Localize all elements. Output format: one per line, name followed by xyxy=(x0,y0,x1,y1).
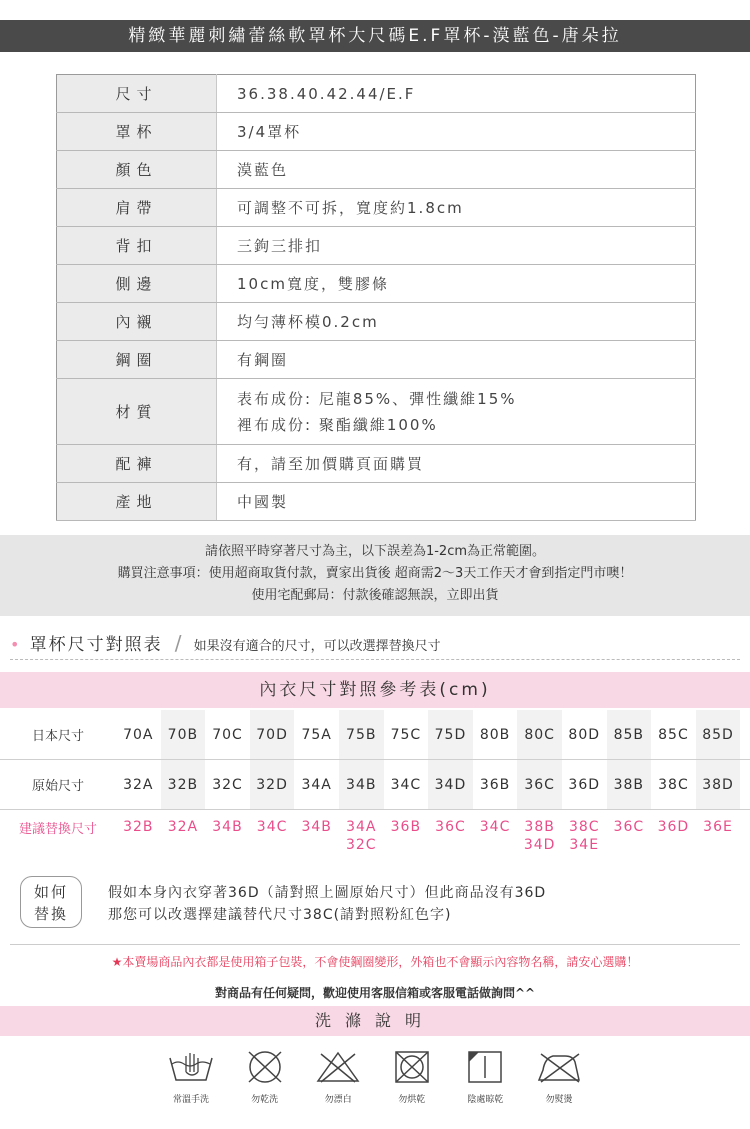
size-cell: 36B xyxy=(479,776,511,793)
size-cell: 34C xyxy=(256,819,288,835)
wash-icons xyxy=(160,1050,590,1105)
spec-key: 配褲 xyxy=(57,445,217,483)
how-to-swap-badge xyxy=(20,876,82,928)
size-cell: 38C 34E xyxy=(568,819,600,853)
spec-value xyxy=(217,303,696,341)
size-cell: 32C xyxy=(212,776,243,793)
spec-row xyxy=(57,265,696,303)
wash-label: 陰處晾乾 xyxy=(467,1095,504,1105)
spec-value-line: 10cm寬度，雙膠條 xyxy=(237,274,389,293)
size-cell: 70B xyxy=(161,710,206,759)
spec-table xyxy=(56,74,696,521)
size-cell: 34B xyxy=(301,819,332,835)
bullet-icon: • xyxy=(10,635,20,654)
size-cell: 85B xyxy=(607,710,652,759)
size-cell: 38B 34D xyxy=(523,819,556,853)
section-heading: 罩杯尺寸對照表 xyxy=(29,635,163,655)
size-cell: 85D xyxy=(696,710,741,759)
spec-value-line: 3/4罩杯 xyxy=(237,122,302,141)
spec-value xyxy=(217,379,696,445)
badge-line: 替換 xyxy=(33,905,68,923)
spec-key: 背扣 xyxy=(57,227,217,265)
spec-value-line: 中國製 xyxy=(237,492,289,511)
size-row-label: 原始尺寸 xyxy=(31,779,84,794)
size-cell: 38C xyxy=(658,776,689,793)
size-cell: 85C xyxy=(658,726,689,743)
spec-row xyxy=(57,379,696,445)
spec-value-line: 三鉤三排扣 xyxy=(237,236,323,255)
wash-label: 勿乾洗 xyxy=(251,1095,279,1105)
size-cell: 36E xyxy=(703,819,733,835)
spec-key: 側邊 xyxy=(57,265,217,303)
hand-wash-icon xyxy=(160,1050,222,1105)
size-row xyxy=(0,710,750,760)
size-cell: 75D xyxy=(428,710,473,759)
spec-value-line: 均勻薄杯模0.2cm xyxy=(237,312,379,331)
size-row xyxy=(0,760,750,810)
spec-key: 罩杯 xyxy=(57,113,217,151)
spec-value-line: 漠藍色 xyxy=(237,160,289,179)
size-cell: 80D xyxy=(568,726,601,743)
size-cell: 34D xyxy=(428,760,473,809)
notice-line: 購買注意事項：使用超商取貨付款，賣家出貨後 超商需2～3天工作天才會到指定門市噢！ xyxy=(117,566,633,581)
spec-value-line: 有，請至加價購頁面購買 xyxy=(237,454,425,473)
spec-value xyxy=(217,265,696,303)
size-table-title: 內衣尺寸對照參考表(cm) xyxy=(0,672,750,708)
wash-label: 勿熨燙 xyxy=(545,1095,573,1105)
size-cell: 34C xyxy=(479,819,511,835)
no-dryclean-icon xyxy=(234,1050,296,1105)
swap-line: 那您可以改選擇建議替代尺寸38C(請對照粉紅色字) xyxy=(108,907,452,923)
section-header xyxy=(10,630,740,660)
section-note: 如果沒有適合的尺寸，可以改選擇替換尺寸 xyxy=(193,639,441,654)
spec-value-line: 裡布成份: 聚酯纖維100% xyxy=(237,415,438,434)
spec-key: 內襯 xyxy=(57,303,217,341)
spec-row xyxy=(57,445,696,483)
page-title: 精緻華麗刺繡蕾絲軟罩杯大尺碼E.F罩杯-漠藍色-唐朵拉 xyxy=(0,20,750,52)
size-cell: 36D xyxy=(657,819,690,835)
spec-value-line: 有鋼圈 xyxy=(237,350,289,369)
size-cell: 32D xyxy=(250,760,295,809)
size-cell: 70D xyxy=(250,710,295,759)
size-cell: 34B xyxy=(339,760,384,809)
size-cell: 36D xyxy=(568,776,601,793)
spec-value xyxy=(217,151,696,189)
size-cell: 34C xyxy=(390,776,422,793)
spec-key: 產地 xyxy=(57,483,217,521)
spec-value xyxy=(217,75,696,113)
spec-row xyxy=(57,483,696,521)
notice-line: 使用宅配郵局：付款後確認無誤，立即出貨 xyxy=(251,588,499,603)
no-tumble-dry-icon xyxy=(381,1050,443,1105)
no-bleach-icon xyxy=(307,1050,369,1105)
size-cell: 32A xyxy=(123,776,154,793)
size-cell: 36B xyxy=(390,819,422,835)
size-cell: 75C xyxy=(390,726,422,743)
spec-value xyxy=(217,189,696,227)
size-cell: 80C xyxy=(517,710,562,759)
swap-text xyxy=(108,882,546,926)
size-cell: 70A xyxy=(123,726,154,743)
swap-line: 假如本身內衣穿著36D（請對照上圖原始尺寸）但此商品沒有36D xyxy=(108,885,547,901)
spec-value xyxy=(217,483,696,521)
spec-value xyxy=(217,113,696,151)
size-cell: 75A xyxy=(301,726,332,743)
no-iron-icon xyxy=(528,1050,590,1105)
size-cell: 32B xyxy=(123,819,154,835)
spec-row xyxy=(57,303,696,341)
spec-key: 鋼圈 xyxy=(57,341,217,379)
spec-key: 材質 xyxy=(57,379,217,445)
contact-note: 對商品有任何疑問，歡迎使用客服信箱或客服電話做詢問^^ xyxy=(214,986,536,1000)
size-table xyxy=(0,710,750,864)
spec-value xyxy=(217,445,696,483)
size-cell: 36C xyxy=(435,819,466,835)
wash-title: 洗滌說明 xyxy=(0,1006,750,1036)
wash-label: 勿漂白 xyxy=(324,1095,352,1105)
size-cell: 36C xyxy=(517,760,562,809)
spec-row xyxy=(57,151,696,189)
size-cell: 36C xyxy=(613,819,645,835)
spec-value-line: 可調整不可拆，寬度約1.8cm xyxy=(237,198,464,217)
size-cell: 80B xyxy=(479,726,511,743)
size-cell: 70C xyxy=(212,726,243,743)
notice-box xyxy=(0,535,750,616)
spec-value-line: 表布成份: 尼龍85%、彈性纖維15% xyxy=(237,389,517,408)
size-cell: 34B xyxy=(212,819,243,835)
size-row xyxy=(0,810,750,864)
shade-dry-icon xyxy=(454,1050,516,1105)
size-cell: 75B xyxy=(339,710,384,759)
packaging-warning: ★本賣場商品內衣都是使用箱子包裝，不會使鋼圈變形，外箱也不會顯示內容物名稱，請安心選購！ xyxy=(111,955,639,969)
size-cell: 32A xyxy=(167,819,199,835)
spec-row xyxy=(57,189,696,227)
spec-value-line: 36.38.40.42.44/E.F xyxy=(237,84,416,103)
wash-label: 勿烘乾 xyxy=(398,1095,426,1105)
swap-explanation xyxy=(20,876,730,932)
divider-slash: / xyxy=(174,631,182,655)
size-cell: 38B xyxy=(607,760,652,809)
size-row-label: 建議替換尺寸 xyxy=(18,822,97,837)
spec-key: 顏色 xyxy=(57,151,217,189)
packaging-notice xyxy=(10,944,740,1001)
spec-key: 肩帶 xyxy=(57,189,217,227)
spec-row xyxy=(57,113,696,151)
wash-label: 常溫手洗 xyxy=(172,1095,209,1105)
notice-line: 請依照平時穿著尺寸為主，以下誤差為1-2cm為正常範圍。 xyxy=(204,544,546,559)
badge-line: 如何 xyxy=(33,883,68,901)
size-cell: 38D xyxy=(696,760,741,809)
size-row-label: 日本尺寸 xyxy=(31,729,84,744)
spec-row xyxy=(57,341,696,379)
spec-value xyxy=(217,341,696,379)
spec-row xyxy=(57,75,696,113)
size-cell: 32B xyxy=(161,760,206,809)
size-cell: 34A 32C xyxy=(345,819,377,853)
size-cell: 34A xyxy=(301,776,332,793)
spec-value xyxy=(217,227,696,265)
spec-key: 尺寸 xyxy=(57,75,217,113)
spec-row xyxy=(57,227,696,265)
